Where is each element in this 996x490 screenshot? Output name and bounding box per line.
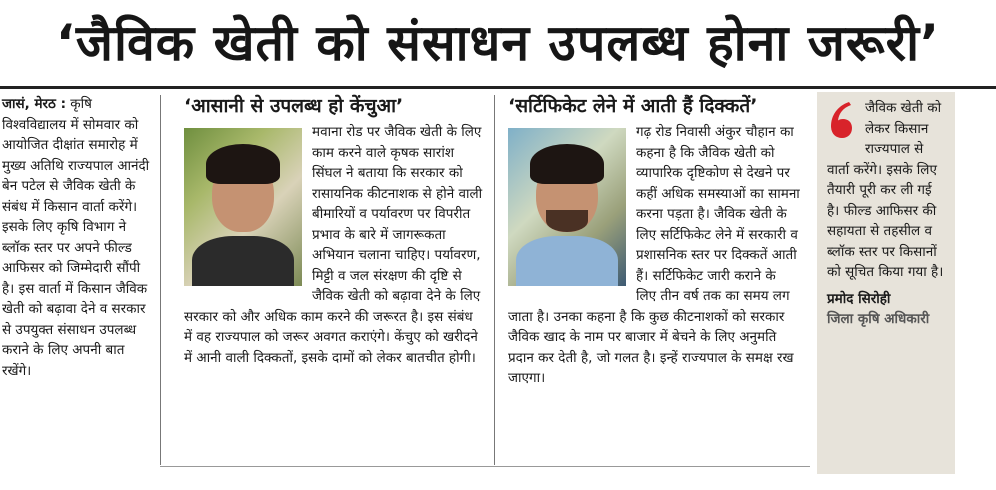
column-divider bbox=[160, 95, 161, 465]
subhead-certificate: ‘सर्टिफिकेट लेने में आती हैं दिक्कतें’ bbox=[508, 95, 758, 117]
headline: ‘जैविक खेती को संसाधन उपलब्ध होना जरूरी’ bbox=[55, 14, 941, 72]
official-name: प्रमोद सिरोही bbox=[827, 290, 891, 307]
lead-text: कृषि विश्वविद्यालय में सोमवार को आयोजित दीक्षांत समारोह में मुख्य अतिथि राज्यपाल आनंदी बेन पटेल से जैविक खेती के संबंध में किसान वार्ता करेंगे। इसके लिए कृषि विभाग ने ब्लॉक स्तर पर अपने फील्ड आफिसर को जिम्मेदारी सौंपी है। इस वार्ता में किसान जैविक खेती को बढ़ावा देने व सरकार से उपयुक्त संसाधन उपलब्ध कराने के लिए अपनी बात रखेंगे। bbox=[2, 96, 150, 379]
photo-beard bbox=[546, 210, 588, 232]
dateline: जासं, मेरठ : bbox=[2, 96, 67, 112]
quote-mark-icon bbox=[827, 100, 857, 140]
official-title: जिला कृषि अधिकारी bbox=[827, 311, 930, 327]
farmer-photo-saransh bbox=[184, 128, 302, 286]
photo-hair bbox=[206, 144, 280, 184]
bottom-rule bbox=[160, 466, 810, 467]
lead-paragraph bbox=[2, 94, 150, 381]
farmer-photo-ankur bbox=[508, 128, 626, 286]
story-text-earthworm: मवाना रोड पर जैविक खेती के लिए काम करने वाले कृषक सारांश सिंघल ने बताया कि सरकार को रासायनिक कीटनाशक से होने वाली बीमारियों व पर्यावरण पर विपरीत प्रभाव के बारे में जागरूकता अभियान चलाना चाहिए। पर्यावरण, मिट्टी व जल संरक्षण की दृष्टि से जैविक खेती को बढ़ावा देने के लिए सरकार को और अधिक काम करने की जरूरत है। इस संबंध में वह राज्यपाल को जरूर अवगत कराएंगे। केंचुए को खरीदने में आनी वाली दिक्कतों, इसके दामों को लेकर बातचीत होगी। bbox=[184, 124, 483, 366]
lead-column bbox=[2, 94, 150, 381]
official-quote-text: जैविक खेती को लेकर किसान राज्यपाल से वार्ता करेंगे। इसके लिए तैयारी पूरी कर ली गई है। फील्ड आफिसर की सहायता से तहसील व ब्लॉक स्तर पर किसानों को सूचित किया गया है। bbox=[827, 100, 944, 280]
story-column-certificate bbox=[508, 94, 800, 389]
subhead-earthworm: ‘आसानी से उपलब्ध हो केंचुआ’ bbox=[184, 95, 404, 117]
story-text-certificate: गढ़ रोड निवासी अंकुर चौहान का कहना है कि जैविक खेती को व्यापारिक दृष्टिकोण से देखने पर कहीं अधिक समस्याओं का सामना करना पड़ता है। जैविक खेती के लिए सर्टिफिकेट लेने में सरकारी व प्रशासनिक स्तर पर दिक्कतें आती हैं। सर्टिफिकेट जारी कराने के लिए तीन वर्ष तक का समय लग जाता है। उनका कहना है कि कुछ कीटनाशकों को सरकार जैविक खाद के नाम पर बाजार में बेचने के लिए अनुमति प्रदान कर देती है, जो गलत है। इन्हें राज्यपाल के समक्ष रख जाएगा। bbox=[508, 124, 800, 386]
photo-body bbox=[192, 236, 294, 286]
story-column-earthworm bbox=[184, 94, 484, 368]
official-quote-box bbox=[817, 92, 955, 474]
column-divider bbox=[494, 95, 495, 465]
photo-body bbox=[516, 236, 618, 286]
headline-rule bbox=[0, 86, 996, 89]
photo-hair bbox=[530, 144, 604, 184]
